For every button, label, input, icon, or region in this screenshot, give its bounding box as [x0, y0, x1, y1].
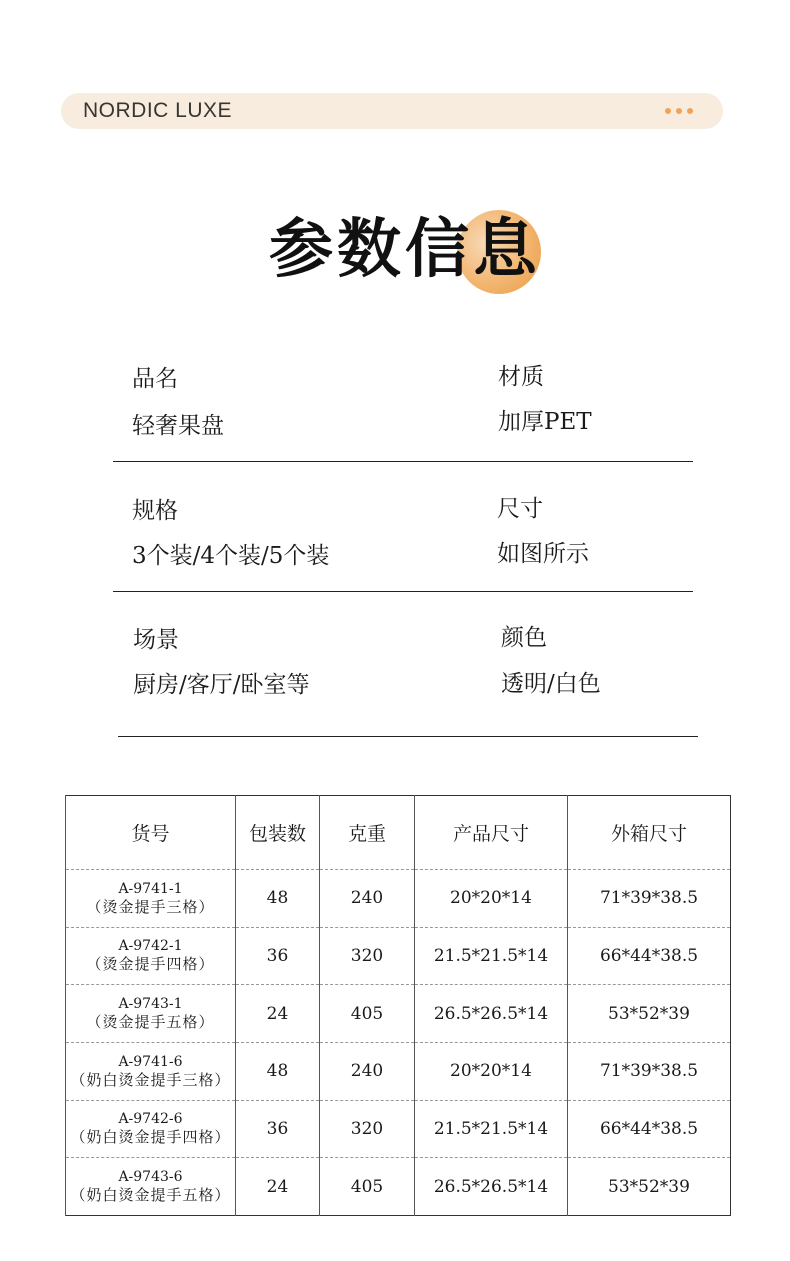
param-label-size: 尺寸 [497, 496, 543, 522]
brand-header-bar [61, 93, 723, 129]
param-label-color: 颜色 [501, 625, 547, 651]
param-value-color: 透明/白色 [501, 671, 601, 697]
param-value-size: 如图所示 [497, 541, 589, 567]
table-row [66, 985, 731, 1043]
item-desc: （烫金提手三格） [86, 897, 215, 916]
cell-item [66, 1100, 236, 1158]
header-code: 货号 [66, 796, 236, 870]
cell-box: 66*44*38.5 [568, 927, 731, 985]
dot [687, 108, 693, 114]
item-desc: （烫金提手四格） [86, 955, 215, 974]
param-label-spec: 规格 [132, 498, 178, 524]
header-product-size: 产品尺寸 [415, 796, 568, 870]
dot [676, 108, 682, 114]
cell-box: 53*52*39 [568, 1158, 731, 1216]
table-row [66, 870, 731, 928]
cell-qty: 24 [236, 1158, 320, 1216]
table-row [66, 1042, 731, 1100]
cell-weight: 240 [320, 1042, 415, 1100]
table-header-row [66, 796, 731, 870]
table-row [66, 1100, 731, 1158]
cell-qty: 48 [236, 1042, 320, 1100]
cell-size: 26.5*26.5*14 [415, 1158, 568, 1216]
item-code: A-9741-6 [118, 1053, 183, 1070]
brand-name: NORDIC LUXE [83, 99, 233, 122]
cell-item [66, 1042, 236, 1100]
item-code: A-9742-6 [118, 1111, 183, 1128]
item-code: A-9743-6 [118, 1169, 183, 1186]
item-code: A-9743-1 [118, 996, 183, 1013]
cell-item [66, 985, 236, 1043]
more-dots-icon[interactable] [665, 108, 693, 114]
param-value-scene: 厨房/客厅/卧室等 [133, 672, 310, 698]
cell-item [66, 870, 236, 928]
divider [113, 461, 693, 462]
cell-weight: 320 [320, 927, 415, 985]
param-label-scene: 场景 [133, 627, 179, 653]
cell-item [66, 927, 236, 985]
param-label-name: 品名 [132, 366, 178, 392]
cell-item [66, 1158, 236, 1216]
cell-qty: 24 [236, 985, 320, 1043]
item-code: A-9742-1 [118, 938, 183, 955]
cell-weight: 240 [320, 870, 415, 928]
page-title: 参数信息 [269, 212, 541, 287]
header-weight: 克重 [320, 796, 415, 870]
cell-qty: 36 [236, 927, 320, 985]
param-value-material: 加厚PET [498, 409, 592, 435]
cell-box: 53*52*39 [568, 985, 731, 1043]
cell-qty: 36 [236, 1100, 320, 1158]
cell-size: 21.5*21.5*14 [415, 1100, 568, 1158]
cell-box: 66*44*38.5 [568, 1100, 731, 1158]
table-row [66, 927, 731, 985]
cell-size: 20*20*14 [415, 1042, 568, 1100]
item-desc: （烫金提手五格） [86, 1013, 215, 1032]
spec-table [65, 795, 731, 1216]
cell-qty: 48 [236, 870, 320, 928]
cell-size: 21.5*21.5*14 [415, 927, 568, 985]
item-code: A-9741-1 [118, 880, 183, 897]
cell-size: 20*20*14 [415, 870, 568, 928]
cell-weight: 320 [320, 1100, 415, 1158]
cell-size: 26.5*26.5*14 [415, 985, 568, 1043]
param-value-name: 轻奢果盘 [132, 413, 224, 439]
table-row [66, 1158, 731, 1216]
item-desc: （奶白烫金提手五格） [70, 1186, 231, 1205]
item-desc: （奶白烫金提手三格） [70, 1070, 231, 1089]
divider [113, 591, 693, 592]
cell-box: 71*39*38.5 [568, 870, 731, 928]
item-desc: （奶白烫金提手四格） [70, 1128, 231, 1147]
header-box-size: 外箱尺寸 [568, 796, 731, 870]
cell-weight: 405 [320, 1158, 415, 1216]
header-qty: 包装数 [236, 796, 320, 870]
cell-box: 71*39*38.5 [568, 1042, 731, 1100]
dot [665, 108, 671, 114]
divider [118, 736, 698, 737]
param-label-material: 材质 [498, 364, 544, 390]
cell-weight: 405 [320, 985, 415, 1043]
param-value-spec: 3个装/4个装/5个装 [132, 543, 330, 569]
